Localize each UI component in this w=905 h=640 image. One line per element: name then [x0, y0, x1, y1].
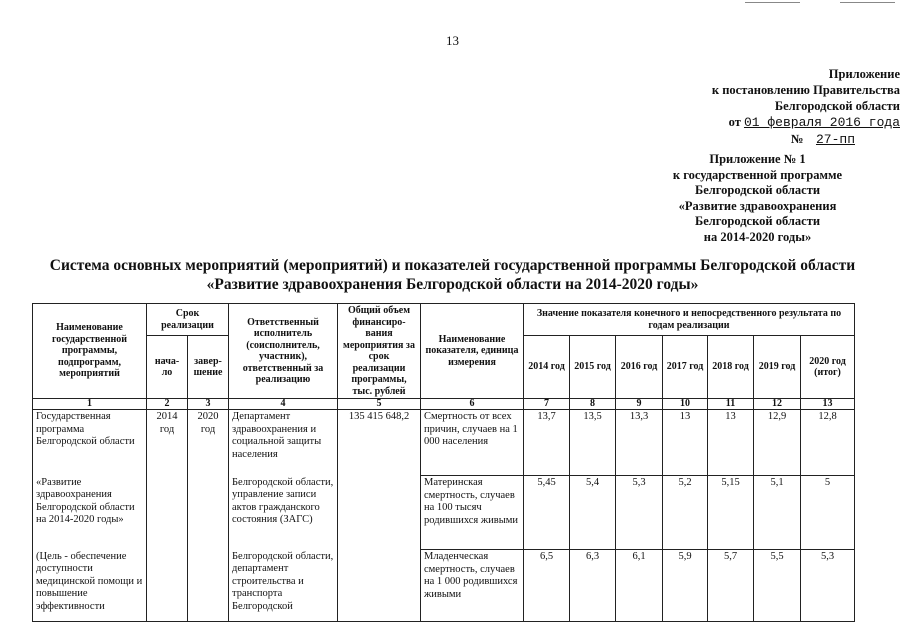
column-number-row	[33, 399, 855, 410]
title-line-2: «Развитие здравоохранения Белгородской области на 2014-2020 годы»	[206, 276, 699, 293]
program-name-part: «Развитие здравоохранения Белгородской области на 2014-2020 годы»	[33, 476, 147, 550]
page-number: 13	[446, 33, 459, 48]
document-title	[0, 256, 905, 294]
indicator-name: Младенческая смертность, случаев на 1 000 родившихся живыми	[421, 550, 524, 622]
header-funding: Общий объем финансиро-вания мероприятия за срок реализации программы, тыс. рублей	[338, 304, 421, 399]
indicator-value: 5,3	[616, 476, 663, 550]
indicator-value: 13	[663, 410, 708, 476]
indicator-name: Материнская смертность, случаев на 100 тысяч родившихся живыми	[421, 476, 524, 550]
program-start: 2014 год	[147, 410, 188, 622]
col-number: 10	[663, 399, 708, 410]
header-year: 2014 год	[524, 336, 570, 399]
annex-line: Белгородской области	[694, 183, 821, 197]
header-name: Наименование государственной программы, подпрограмм, мероприятий	[33, 304, 147, 399]
indicator-value: 6,3	[570, 550, 616, 622]
indicator-value: 5,1	[754, 476, 801, 550]
header-year: 2017 год	[663, 336, 708, 399]
indicator-value: 6,5	[524, 550, 570, 622]
header-start: нача-ло	[147, 336, 188, 399]
indicator-value: 12,8	[801, 410, 855, 476]
indicator-value: 6,1	[616, 550, 663, 622]
indicator-value: 5,5	[754, 550, 801, 622]
header-year: 2020 год (итог)	[801, 336, 855, 399]
col-number: 11	[708, 399, 754, 410]
header-year: 2018 год	[708, 336, 754, 399]
program-name-part: (Цель - обеспечение доступности медицинской помощи и повышение эффективности	[33, 550, 147, 622]
col-number: 12	[754, 399, 801, 410]
indicator-value: 5,45	[524, 476, 570, 550]
approval-number-line	[640, 131, 900, 148]
col-number: 6	[421, 399, 524, 410]
header-term: Срок реализации	[147, 304, 229, 336]
title-line-1: Система основных мероприятий (мероприятий) и показателей государственной программы Белгородской области	[49, 257, 856, 274]
top-edge-lines	[745, 2, 895, 4]
col-number: 4	[229, 399, 338, 410]
approval-number-value: 27-пп	[815, 132, 855, 147]
col-number: 2	[147, 399, 188, 410]
program-name-part: Государственная программа Белгородской области	[33, 410, 147, 476]
header-year: 2019 год	[754, 336, 801, 399]
table-row	[33, 410, 855, 476]
program-executor-part: Белгородской области, департамент строительства и транспорта Белгородской	[229, 550, 338, 622]
indicator-value: 13,3	[616, 410, 663, 476]
header-year: 2016 год	[616, 336, 663, 399]
approval-date-line	[640, 114, 900, 131]
annex-block	[620, 152, 895, 245]
header-end: завер-шение	[188, 336, 229, 399]
approval-number-prefix: №	[790, 132, 804, 146]
col-number: 7	[524, 399, 570, 410]
header-indicator: Наименование показателя, единица измерения	[421, 304, 524, 399]
annex-line: Приложение № 1	[709, 152, 806, 166]
col-number: 3	[188, 399, 229, 410]
indicator-name: Смертность от всех причин, случаев на 1 000 населения	[421, 410, 524, 476]
program-funding: 135 415 648,2	[338, 410, 421, 622]
header-row-1	[33, 304, 855, 336]
header-executor: Ответственный исполнитель (соисполнитель, участник), ответственный за реализацию	[229, 304, 338, 399]
col-number: 5	[338, 399, 421, 410]
approval-line-2: к постановлению Правительства	[711, 83, 900, 97]
indicator-value: 5,2	[663, 476, 708, 550]
annex-line: «Развитие здравоохранения	[678, 198, 837, 213]
program-end: 2020 год	[188, 410, 229, 622]
annex-line: к государственной программе	[672, 167, 843, 182]
indicator-value: 5	[801, 476, 855, 550]
col-number: 8	[570, 399, 616, 410]
annex-line: на 2014-2020 годы»	[703, 229, 812, 244]
annex-line: Белгородской области	[694, 214, 821, 228]
col-number: 9	[616, 399, 663, 410]
approval-date-prefix: от	[728, 115, 741, 129]
header-values: Значение показателя конечного и непосредственного результата по годам реализации	[524, 304, 855, 336]
indicator-value: 5,7	[708, 550, 754, 622]
approval-block	[640, 66, 900, 148]
approval-line-3: Белгородской области	[774, 99, 900, 113]
col-number: 13	[801, 399, 855, 410]
header-year: 2015 год	[570, 336, 616, 399]
indicator-value: 5,4	[570, 476, 616, 550]
indicator-value: 12,9	[754, 410, 801, 476]
indicator-value: 5,9	[663, 550, 708, 622]
indicator-value: 5,15	[708, 476, 754, 550]
program-executor-part: Департамент здравоохранения и социальной защиты населения	[229, 410, 338, 476]
approval-line-1: Приложение	[828, 67, 900, 81]
indicator-value: 13,7	[524, 410, 570, 476]
program-table	[32, 303, 855, 622]
program-executor-part: Белгородской области, управление записи актов гражданского состояния (ЗАГС)	[229, 476, 338, 550]
approval-date-value: 01 февраля 2016 года	[743, 115, 900, 130]
col-number: 1	[33, 399, 147, 410]
indicator-value: 5,3	[801, 550, 855, 622]
indicator-value: 13,5	[570, 410, 616, 476]
indicator-value: 13	[708, 410, 754, 476]
